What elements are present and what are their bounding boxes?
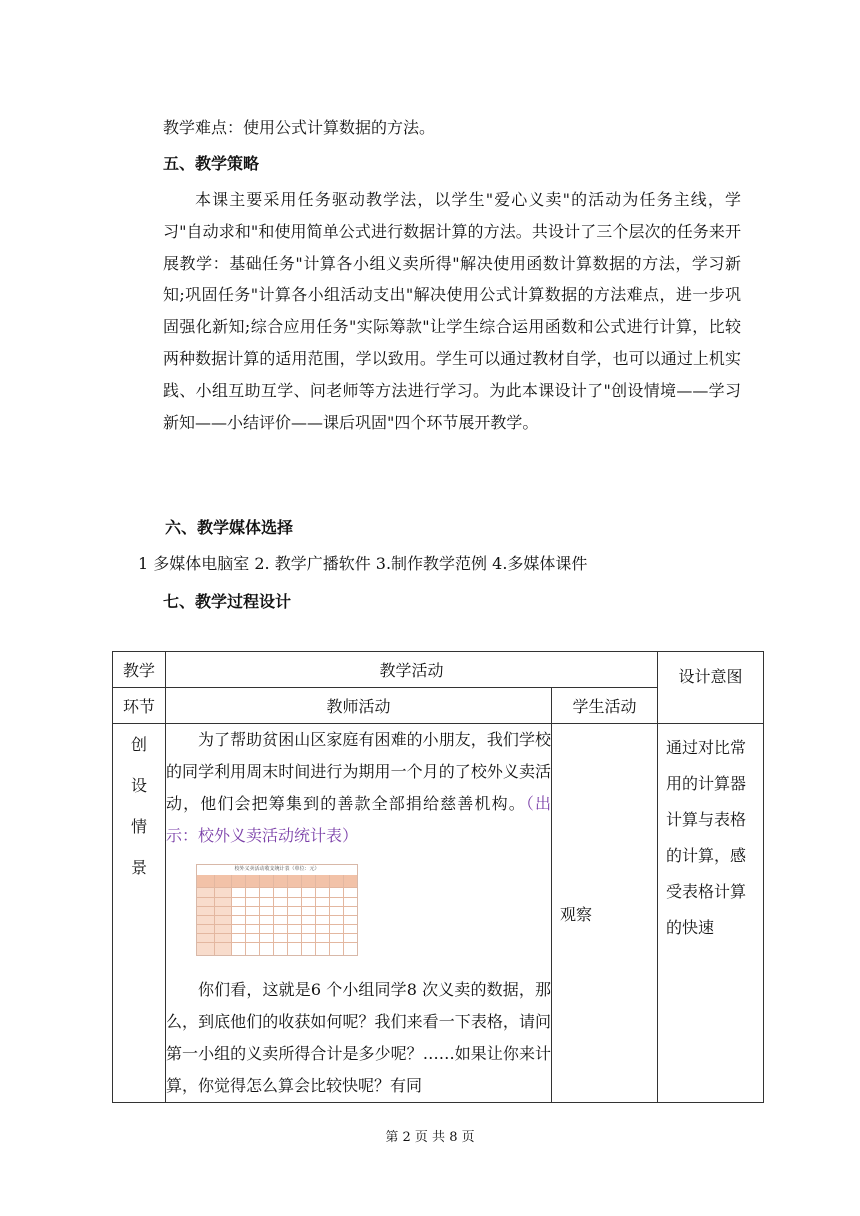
section-7-heading: 七、教学过程设计 xyxy=(163,592,292,611)
page-footer: 第 2 页 共 8 页 xyxy=(385,1130,475,1145)
student-activity-cell xyxy=(552,724,658,1103)
stage-cell-create-scenario xyxy=(113,724,166,1103)
student-activity-text: 观察 xyxy=(560,904,593,924)
stage-char: 景 xyxy=(130,858,147,877)
header-teacher: 教师活动 xyxy=(166,688,552,724)
section-6-heading: 六、教学媒体选择 xyxy=(165,518,294,537)
header-student: 学生活动 xyxy=(552,688,658,724)
stage-char: 设 xyxy=(130,776,147,795)
header-activity: 教学活动 xyxy=(166,652,658,688)
teacher-text-1: 为了帮助贫困山区家庭有困难的小朋友，我们学校的同学利用周末时间进行为期用一个月的了校外义卖活动，他们会把筹集到的善款全部捐给慈善机构。（出示：校外义卖活动统计表） xyxy=(166,730,551,845)
header-stage-top: 教学 xyxy=(113,652,166,688)
section-5-paragraph: 本课主要采用任务驱动教学法，以学生"爱心义卖"的活动为任务主线，学习"自动求和"和使用简单公式进行数据计算的方法。共设计了三个层次的任务来开展教学：基础任务"计算各小组义卖所得"解决使用函数计算数据的方法，学习新知;巩固任务"计算各小组活动支出"解决使用公式计算数据的方法难点，进一步巩固强化新知;综合应用任务"实际筹款"让学生综合运用函数和公式进行计算，比较两种数据计算的适用范围，学以致用。学生可以通过教材自学，也可以通过上机实践、小组互助互学、问老师等方法进行学习。为此本课设计了"创设情境——学习新知——小结评价——课后巩固"四个环节展开教学。 xyxy=(163,190,741,432)
show-table-note: （出示：校外义卖活动统计表） xyxy=(166,794,551,845)
teacher-text-2: 你们看，这就是6 个小组同学8 次义卖的数据，那么，到底他们的收获如何呢？我们来看一下表格，请问第一小组的义卖所得合计是多少呢？……如果让你来计算，你觉得怎么算会比较快呢？有同 xyxy=(166,980,551,1095)
stats-table-thumbnail xyxy=(196,864,358,956)
media-list: 1 多媒体电脑室 2. 教学广播软件 3.制作教学范例 4.多媒体课件 xyxy=(138,554,588,573)
header-stage-bottom: 环节 xyxy=(113,688,166,724)
design-intent-cell xyxy=(658,724,764,1103)
teaching-difficulty: 教学难点：使用公式计算数据的方法。 xyxy=(163,118,436,137)
design-intent-text: 通过对比常用的计算器计算与表格的计算，感受表格计算的快速 xyxy=(666,738,747,937)
stage-char: 创 xyxy=(130,735,147,754)
section-5-heading: 五、教学策略 xyxy=(163,154,260,173)
thumbnail-title: 校外义卖活动收支统计表（单位：元） xyxy=(234,866,320,872)
header-intent: 设计意图 xyxy=(658,652,764,724)
process-design-table xyxy=(112,651,764,1103)
teacher-activity-cell xyxy=(166,724,552,1103)
stage-char: 情 xyxy=(130,817,147,836)
